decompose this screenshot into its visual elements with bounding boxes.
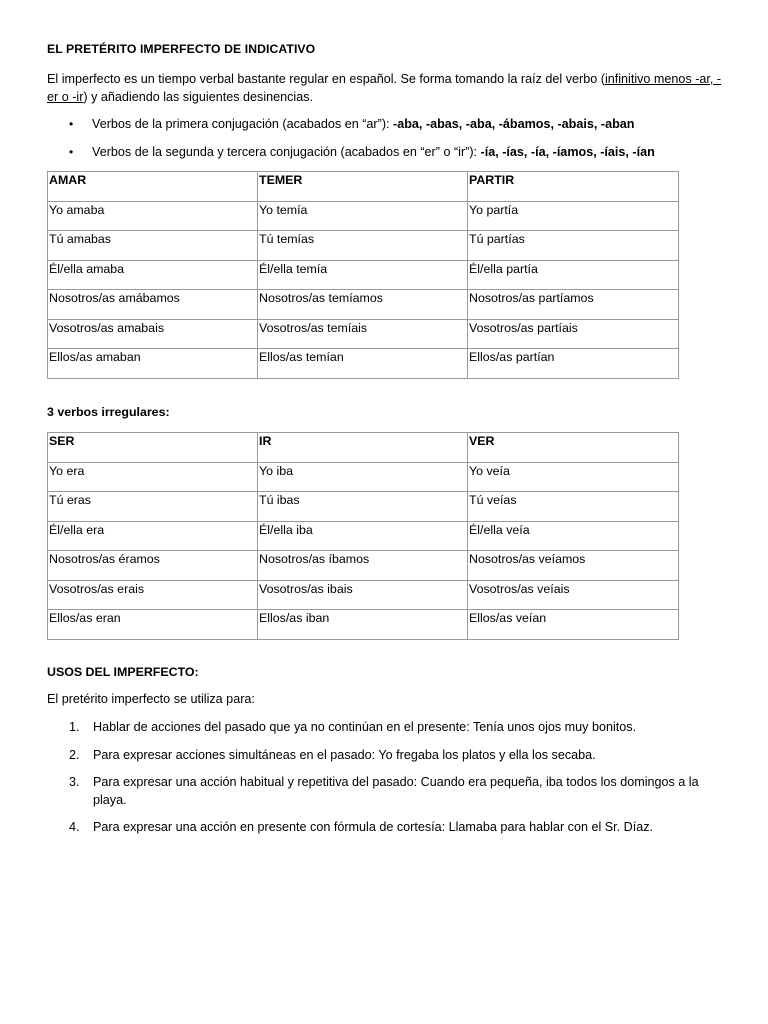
table-cell: Yo veía <box>468 462 679 492</box>
table-header-cell: IR <box>258 433 468 463</box>
table-cell: Él/ella veía <box>468 521 679 551</box>
list-item-text: Para expresar una acción en presente con fórmula de cortesía: Llamaba para hablar con el Sr. Díaz. <box>93 820 654 834</box>
table-cell: Vosotros/as erais <box>48 580 258 610</box>
table-cell: Él/ella temía <box>258 260 468 290</box>
document-title: EL PRETÉRITO IMPERFECTO DE INDICATIVO <box>47 42 316 56</box>
table-row <box>48 201 679 231</box>
table-header-cell: PARTIR <box>468 172 679 202</box>
bullet-item-first-conjugation <box>47 116 727 144</box>
table-cell: Yo temía <box>258 201 468 231</box>
list-item-text: Para expresar acciones simultáneas en el pasado: Yo fregaba los platos y ella los secaba. <box>93 747 596 762</box>
table-cell: Ellos/as temían <box>258 349 468 379</box>
list-item <box>47 819 727 837</box>
intro-text-after: ) y añadiendo las siguientes desinencias. <box>83 89 314 104</box>
list-item <box>47 747 727 765</box>
irregular-verbs-heading: 3 verbos irregulares: <box>47 405 170 419</box>
table-cell: Ellos/as eran <box>48 610 258 640</box>
bullet-item-second-third-conjugation <box>47 144 727 172</box>
bullet-endings: -aba, -abas, -aba, -ábamos, -abais, -aban <box>393 117 635 131</box>
table-header-cell: VER <box>468 433 679 463</box>
table-cell: Yo partía <box>468 201 679 231</box>
table-cell: Él/ella amaba <box>48 260 258 290</box>
table-cell: Vosotros/as ibais <box>258 580 468 610</box>
table-cell: Ellos/as veían <box>468 610 679 640</box>
uses-numbered-list <box>47 719 727 847</box>
endings-bullet-list <box>47 116 727 172</box>
list-number: 1. <box>69 720 80 734</box>
table-cell: Vosotros/as veíais <box>468 580 679 610</box>
table-cell: Nosotros/as partíamos <box>468 290 679 320</box>
table-cell: Él/ella partía <box>468 260 679 290</box>
table-cell: Nosotros/as temíamos <box>258 290 468 320</box>
bullet-marker: • <box>69 145 74 159</box>
table-row <box>48 231 679 261</box>
table-row <box>48 319 679 349</box>
table-cell: Tú temías <box>258 231 468 261</box>
table-row <box>48 290 679 320</box>
table-cell: Tú amabas <box>48 231 258 261</box>
table-header-row <box>48 172 679 202</box>
list-item <box>47 719 727 737</box>
bullet-text: Verbos de la primera conjugación (acabados en “ar”): <box>92 117 394 131</box>
usos-heading: USOS DEL IMPERFECTO: <box>47 665 199 679</box>
table-cell: Nosotros/as éramos <box>48 551 258 581</box>
table-cell: Tú ibas <box>258 492 468 522</box>
table-row <box>48 610 679 640</box>
table-row <box>48 521 679 551</box>
table-cell: Él/ella era <box>48 521 258 551</box>
table-row <box>48 551 679 581</box>
bullet-endings: -ía, -ías, -ía, -íamos, -íais, -ían <box>480 145 655 159</box>
table-row <box>48 462 679 492</box>
irregular-verbs-table <box>47 432 679 640</box>
intro-text-before: El imperfecto es un tiempo verbal bastante regular en español. Se forma tomando la raíz del verbo ( <box>47 72 605 86</box>
bullet-text: Verbos de la segunda y tercera conjugación (acabados en “er” o “ir”): <box>92 145 481 159</box>
table-header-row <box>48 433 679 463</box>
table-cell: Tú eras <box>48 492 258 522</box>
table-cell: Tú veías <box>468 492 679 522</box>
bullet-marker: • <box>69 117 74 131</box>
table-cell: Ellos/as amaban <box>48 349 258 379</box>
table-cell: Ellos/as iban <box>258 610 468 640</box>
table-cell: Nosotros/as íbamos <box>258 551 468 581</box>
table-cell: Vosotros/as amabais <box>48 319 258 349</box>
list-item <box>47 774 727 809</box>
list-number: 4. <box>69 820 80 834</box>
table-row <box>48 580 679 610</box>
table-cell: Él/ella iba <box>258 521 468 551</box>
table-cell: Nosotros/as veíamos <box>468 551 679 581</box>
table-row <box>48 349 679 379</box>
list-number: 2. <box>69 747 80 762</box>
table-cell: Nosotros/as amábamos <box>48 290 258 320</box>
regular-verbs-table <box>47 171 679 379</box>
list-number: 3. <box>69 775 80 789</box>
table-cell: Vosotros/as temíais <box>258 319 468 349</box>
table-cell: Tú partías <box>468 231 679 261</box>
table-cell: Vosotros/as partíais <box>468 319 679 349</box>
table-header-cell: TEMER <box>258 172 468 202</box>
table-cell: Yo iba <box>258 462 468 492</box>
list-item-text: Hablar de acciones del pasado que ya no continúan en el presente: Tenía unos ojos muy bonitos. <box>93 720 637 734</box>
table-row <box>48 260 679 290</box>
list-item-text: Para expresar una acción habitual y repetitiva del pasado: Cuando era pequeña, iba todos los domingos a la playa. <box>93 775 699 807</box>
table-row <box>48 492 679 522</box>
intro-paragraph <box>47 71 727 106</box>
table-header-cell: SER <box>48 433 258 463</box>
table-cell: Yo era <box>48 462 258 492</box>
intro-underlined-text: infinitivo menos -ar, -er o -ir <box>47 72 722 104</box>
table-cell: Yo amaba <box>48 201 258 231</box>
table-header-cell: AMAR <box>48 172 258 202</box>
usos-intro-text: El pretérito imperfecto se utiliza para: <box>47 692 255 706</box>
table-cell: Ellos/as partían <box>468 349 679 379</box>
